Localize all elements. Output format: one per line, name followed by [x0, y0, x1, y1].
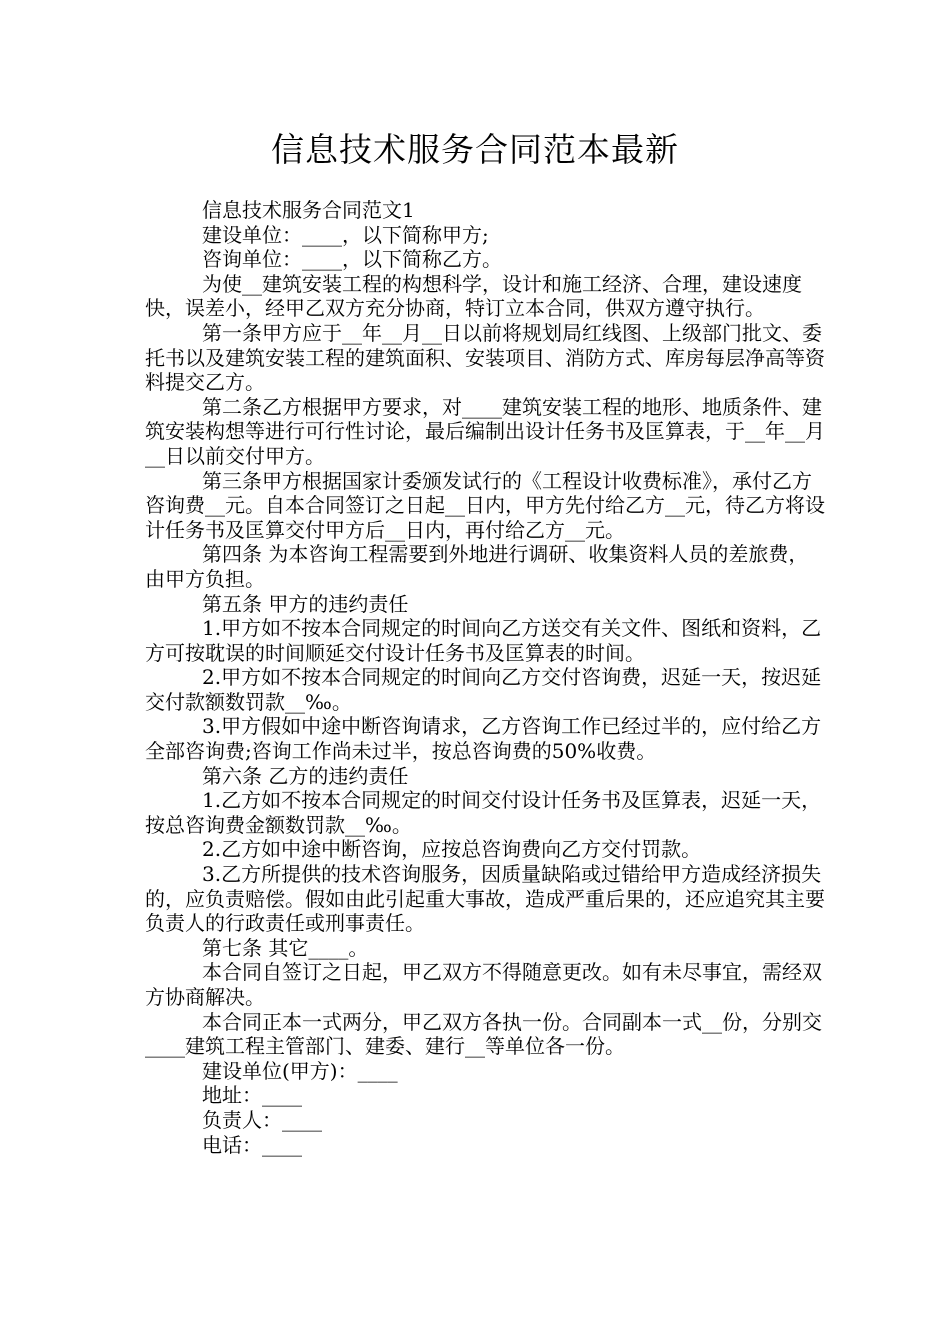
article-4: 第四条 为本咨询工程需要到外地进行调研、收集资料人员的差旅费，由甲方负担。 [145, 542, 809, 591]
article-3: 第三条甲方根据国家计委颁发试行的《工程设计收费标准》，承付乙方咨询费__元。自本合同签订之日起__日内，甲方先付给乙方__元，待乙方将设计任务书及匡算交付甲方后__日内，再付给乙方__元。 [145, 468, 825, 542]
builder-unit-line: 建设单位：____，以下简称甲方; [202, 222, 489, 247]
article-7-heading: 第七条 其它____。 [202, 935, 369, 960]
signature-builder-line: 建设单位(甲方)：____ [202, 1058, 398, 1083]
article-1: 第一条甲方应于__年__月__日以前将规划局红线图、上级部门批文、委托书以及建筑安装工程的建筑面积、安装项目、消防方式、库房每层净高等资料提交乙方。 [145, 320, 825, 395]
document-body [145, 198, 825, 1157]
section-heading: 信息技术服务合同范文1 [202, 198, 415, 222]
article-6-item-3: 3.乙方所提供的技术咨询服务，因质量缺陷或过错给甲方造成经济损失的，应负责赔偿。假如由此引起重大事故，造成严重后果的，还应追究其主要负责人的行政责任或刑事责任。 [145, 862, 825, 936]
article-6-item-2: 2.乙方如中途中断咨询，应按总咨询费向乙方交付罚款。 [202, 837, 702, 862]
signature-address-line: 地址：____ [202, 1083, 302, 1108]
copies-paragraph: 本合同正本一式两分，甲乙双方各执一份。合同副本一式__份，分别交____建筑工程主管部门、建委、建行__等单位各一份。 [145, 1009, 822, 1059]
article-6-item-1: 1.乙方如不按本合同规定的时间交付设计任务书及匡算表，迟延一天，按总咨询费金额数罚款__‰。 [145, 788, 822, 837]
preamble-paragraph: 为使__建筑安装工程的构想科学，设计和施工经济、合理，建设速度快，误差小，经甲乙双方充分协商，特订立本合同，供双方遵守执行。 [145, 271, 802, 321]
amendment-paragraph: 本合同自签订之日起，甲乙双方不得随意更改。如有未尽事宜，需经双方协商解决。 [145, 960, 822, 1009]
signature-responsible-line: 负责人：____ [202, 1107, 322, 1132]
consultant-unit-line: 咨询单位：____，以下简称乙方。 [202, 247, 502, 272]
document-title: 信息技术服务合同范本最新 [271, 130, 679, 169]
article-5-item-1: 1.甲方如不按本合同规定的时间向乙方送交有关文件、图纸和资料，乙方可按耽误的时间顺延交付设计任务书及匡算表的时间。 [145, 616, 822, 665]
article-5-item-3: 3.甲方假如中途中断咨询请求，乙方咨询工作已经过半的，应付给乙方全部咨询费;咨询工作尚未过半，按总咨询费的50%收费。 [145, 714, 822, 764]
signature-phone-line: 电话：____ [202, 1132, 302, 1157]
article-6-heading: 第六条 乙方的违约责任 [202, 763, 409, 788]
article-2: 第二条乙方根据甲方要求，对____建筑安装工程的地形、地质条件、建筑安装构想等进行可行性讨论，最后编制出设计任务书及匡算表，于__年__月__日以前交付甲方。 [145, 394, 825, 468]
article-5-heading: 第五条 甲方的违约责任 [202, 591, 409, 616]
article-5-item-2: 2.甲方如不按本合同规定的时间向乙方交付咨询费，迟延一天，按迟延交付款额数罚款__‰。 [145, 665, 822, 714]
